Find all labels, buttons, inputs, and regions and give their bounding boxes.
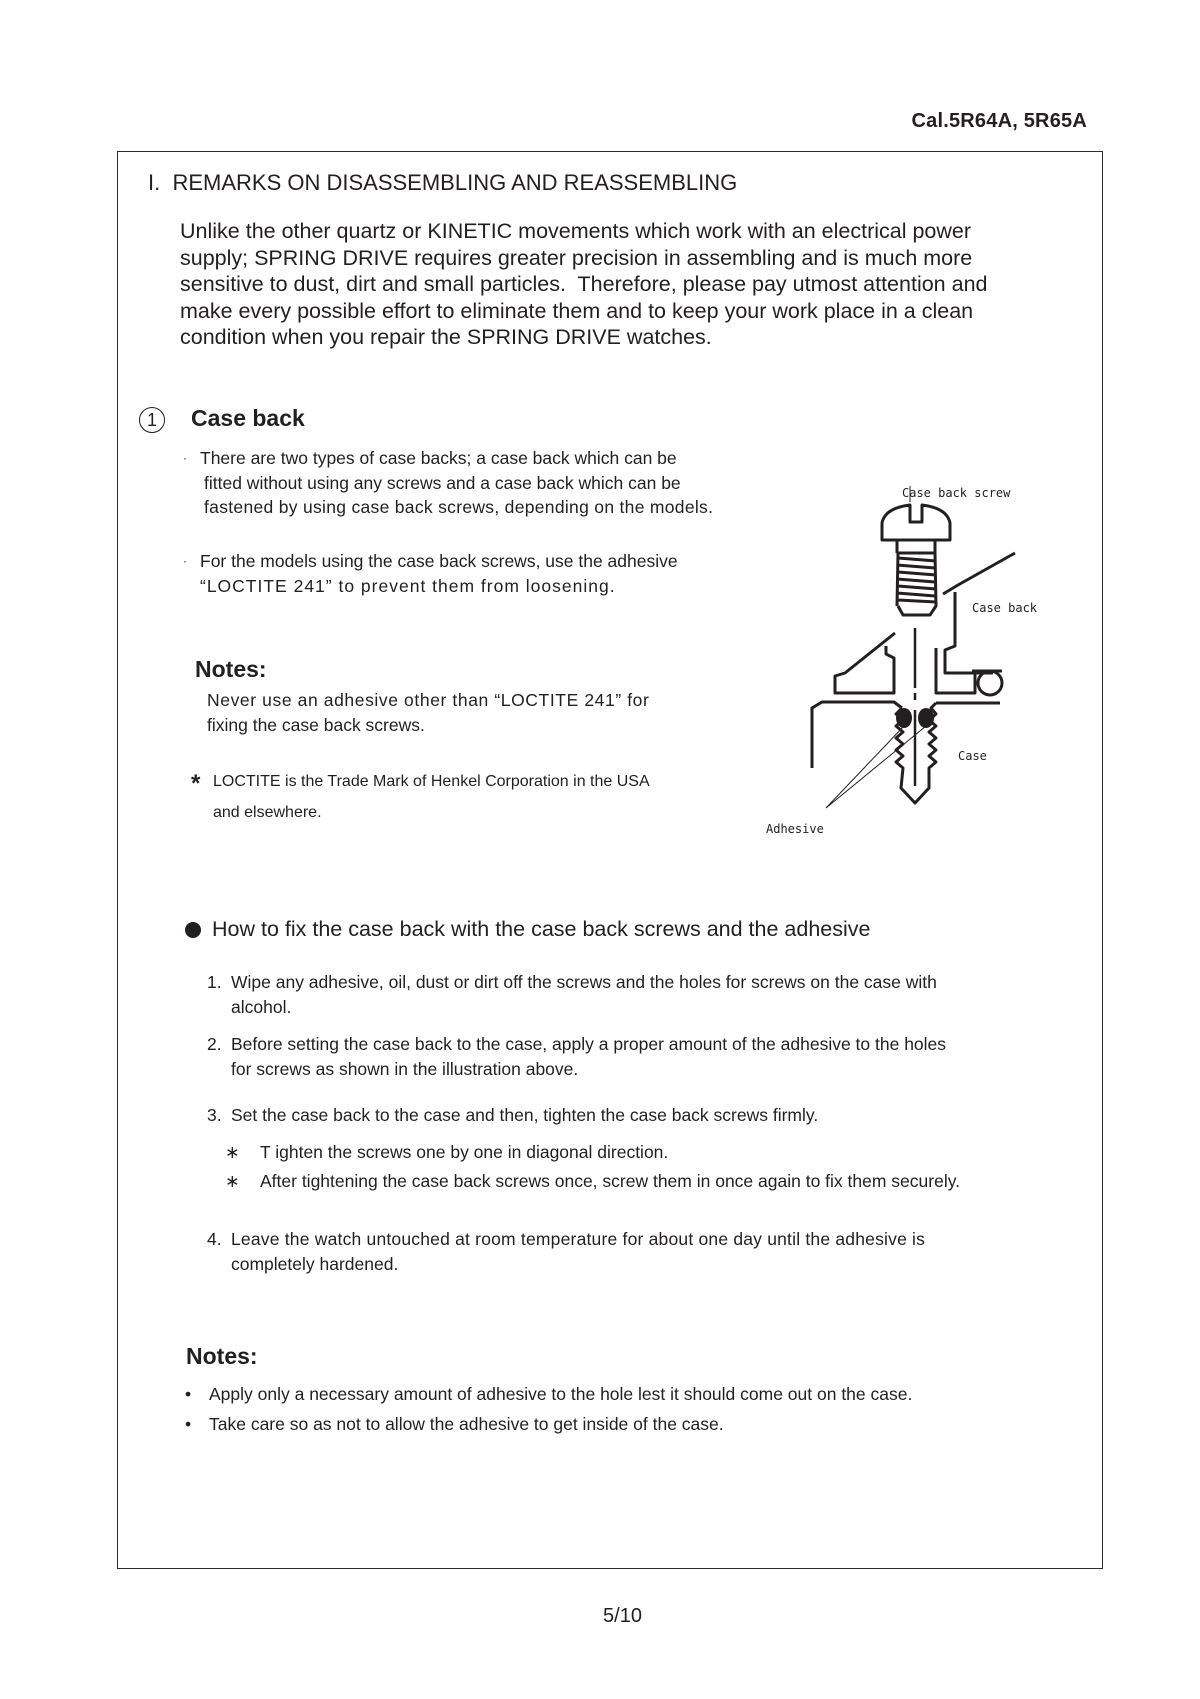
label-case-back-screw: Case back screw — [902, 486, 1011, 500]
notes-title: Notes: — [186, 1343, 258, 1369]
bullet-line: There are two types of case backs; a case back which can be — [200, 448, 677, 468]
page-number: 5/10 — [603, 1605, 642, 1627]
case-back-inner — [835, 633, 895, 693]
circled-number-icon: 1 — [139, 407, 165, 433]
bullet-line: “LOCTITE 241” to prevent them from loosening. — [200, 575, 616, 596]
intro-line: supply; SPRING DRIVE requires greater precision in assembling and is much more — [180, 245, 973, 270]
adhesive-blob — [896, 708, 912, 728]
bullet-line: For the models using the case back screws, use the adhesive — [200, 551, 678, 571]
bullet-dot-icon: • — [185, 1384, 192, 1404]
step-line: Set the case back to the case and then, tighten the case back screws firmly. — [231, 1105, 819, 1125]
bullet-line: fastened by using case back screws, depending on the models. — [204, 497, 714, 517]
how-to-title: How to fix the case back with the case back screws and the adhesive — [212, 917, 871, 941]
case-back-bullet — [183, 549, 678, 598]
step-number: 3. — [207, 1105, 222, 1125]
notes-text — [207, 688, 649, 737]
note-text: Apply only a necessary amount of adhesive to the hole lest it should come out on the case. — [209, 1384, 913, 1404]
note-item — [185, 1414, 724, 1435]
trademark-line: LOCTITE is the Trade Mark of Henkel Corporation in the USA — [213, 773, 650, 790]
calibre-header: Cal.5R64A, 5R65A — [911, 110, 1087, 132]
trademark-text — [213, 772, 650, 823]
case-body — [812, 702, 902, 768]
step-number: 1. — [207, 972, 222, 992]
bullet-dot-icon — [185, 922, 201, 938]
case-back-screw-diagram — [760, 478, 1080, 848]
note-item — [185, 1384, 913, 1405]
intro-paragraph — [180, 218, 1040, 351]
bullet-dot-icon: • — [185, 1414, 192, 1434]
gasket-ring — [978, 671, 1002, 695]
sub-note — [225, 1171, 961, 1192]
sub-note-text: After tightening the case back screws once, screw them in once again to fix them securely. — [260, 1171, 961, 1191]
case-back-bullet — [183, 446, 714, 520]
notes-title: Notes: — [195, 656, 267, 682]
intro-line: Unlike the other quartz or KINETIC movements which work with an electrical power — [180, 219, 972, 243]
section-title: I. REMARKS ON DISASSEMBLING AND REASSEMBLING — [148, 170, 738, 195]
step-item — [207, 970, 937, 1019]
step-line: Wipe any adhesive, oil, dust or dirt off the screws and the holes for screws on the case with — [231, 972, 937, 992]
intro-line: sensitive to dust, dirt and small particles. Therefore, please pay utmost attention and — [180, 272, 988, 296]
screw-head — [882, 505, 950, 540]
screw-threads — [897, 553, 936, 615]
bullet-line: fitted without using any screws and a case back which can be — [204, 472, 681, 493]
label-case: Case — [958, 749, 987, 763]
step-line: alcohol. — [231, 996, 292, 1017]
asterisk-icon: ∗ — [225, 1171, 240, 1191]
step-item — [207, 1227, 926, 1276]
intro-line: make every possible effort to eliminate them and to keep your work place in a clean — [180, 298, 974, 323]
step-line: Leave the watch untouched at room temperature for about one day until the adhesive is — [231, 1229, 926, 1249]
step-number: 2. — [207, 1034, 222, 1054]
leader-line — [826, 726, 926, 808]
case-back-line — [943, 553, 1015, 594]
sub-note-text: T ighten the screws one by one in diagonal direction. — [260, 1142, 669, 1162]
step-line: for screws as shown in the illustration above. — [231, 1058, 579, 1079]
intro-line: condition when you repair the SPRING DRIVE watches. — [180, 325, 712, 349]
step-item — [207, 1103, 819, 1128]
case-back-title: Case back — [191, 405, 305, 431]
sub-note — [225, 1142, 669, 1163]
step-item — [207, 1032, 947, 1081]
note-text: Take care so as not to allow the adhesive to get inside of the case. — [209, 1414, 724, 1434]
label-case-back: Case back — [972, 601, 1038, 615]
content-frame — [117, 151, 1103, 1569]
step-number: 4. — [207, 1229, 222, 1249]
step-line: completely hardened. — [231, 1253, 399, 1274]
asterisk-icon: ∗ — [225, 1142, 240, 1162]
bullet-dot-icon: · — [183, 554, 187, 568]
adhesive-blob — [918, 708, 934, 728]
step-line: Before setting the case back to the case, apply a proper amount of the adhesive to the holes — [231, 1034, 947, 1054]
screw-shank — [897, 540, 935, 553]
label-adhesive: Adhesive — [766, 822, 824, 836]
notes-line: fixing the case back screws. — [207, 714, 425, 735]
bullet-dot-icon: · — [183, 451, 187, 465]
asterisk-icon: * — [191, 770, 201, 797]
notes-line: Never use an adhesive other than “LOCTITE 241” for — [207, 690, 650, 710]
trademark-line: and elsewhere. — [213, 804, 322, 821]
case-back-right — [936, 648, 975, 693]
